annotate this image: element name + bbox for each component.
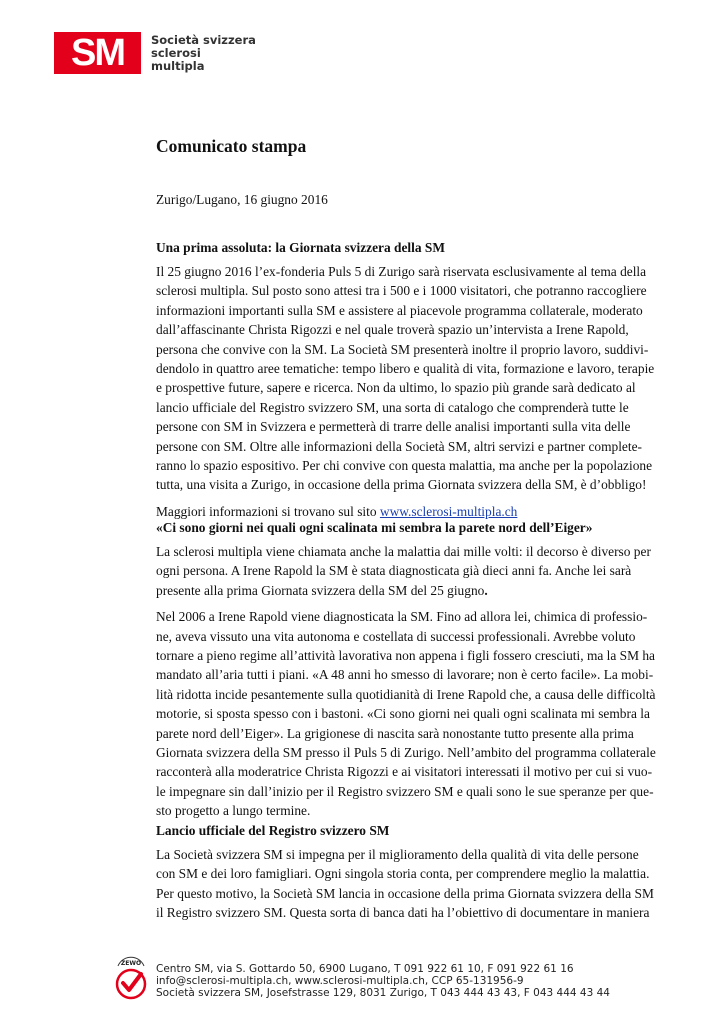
text-line: ogni persona. A Irene Rapold la SM è stata diagnosticata già dieci anni fa. Anche lei sarà xyxy=(156,563,632,579)
text-line: racconterà alla moderatrice Christa Rigozzi e ai visitatori interessati il motivo per cui si vuo- xyxy=(156,764,653,780)
text-line: lità ridotta incide pesantemente sulla quotidianità di Irene Rapold che, a causa delle difficoltà xyxy=(156,686,656,702)
text-line: Giornata svizzera della SM presso il Puls 5 di Zurigo. Nell’ambito del programma collaterale xyxy=(156,745,656,761)
zewo-seal-icon xyxy=(114,956,148,1002)
paragraph xyxy=(156,542,654,600)
logo-text xyxy=(151,34,256,73)
text-line: presente alla prima Giornata svizzera della SM del 25 giugno. xyxy=(156,582,488,598)
text-line: dendolo in quattro aree tematiche: tempo libero e qualità di vita, formazione e lavoro, terapie xyxy=(156,361,655,377)
section-intervista xyxy=(156,518,654,821)
text-line: dall’affascinante Christa Rigozzi e nel quale troverà spazio un’intervista a Irene Rapold, xyxy=(156,322,629,338)
text-line: e prospettive future, sapere e ricerca. Non da ultimo, lo spazio più grande sarà dedicato al xyxy=(156,380,636,396)
text-line: informazioni importanti sulla SM e assistere al piacevole programma collaterale, moderato xyxy=(156,302,643,318)
zewo-badge-text: ZEWO xyxy=(120,960,142,967)
website-link[interactable]: www.sclerosi-multipla.ch xyxy=(379,503,518,519)
text-line: le impegnare sin dall’inizio per il Registro svizzero SM e quali sono le sue speranze per que- xyxy=(156,783,654,799)
section-heading: Lancio ufficiale del Registro svizzero SM xyxy=(156,823,390,838)
text-line: con SM e dei loro famigliari. Ogni singola storia conta, per comprendere meglio la malattia. xyxy=(156,866,650,882)
text-line: sto progetto a lungo termine. xyxy=(156,803,311,819)
text-line: parete nord dell’Eiger». La grigionese di nascita sarà nonostante tutto presente alla prima xyxy=(156,725,634,741)
logo-mark: SM xyxy=(54,32,141,74)
footer xyxy=(156,963,610,1000)
paragraph xyxy=(156,262,654,495)
text-line: motorie, si sposta spesso con i bastoni. «Ci sono giorni nei quali ogni scalinata mi sembra la xyxy=(156,706,650,722)
page-title: Comunicato stampa xyxy=(156,136,307,156)
text-line: persone con SM. Oltre alle informazioni della Società SM, altri servizi e partner complete- xyxy=(156,438,642,454)
text-line: Nel 2006 a Irene Rapold viene diagnosticata la SM. Fino ad allora lei, chimica di professio- xyxy=(156,609,648,625)
logo xyxy=(54,32,256,80)
date-line: Zurigo/Lugano, 16 giugno 2016 xyxy=(156,192,328,207)
more-info-text: Maggiori informazioni si trovano sul sito xyxy=(156,503,380,519)
text-line: tornare a pieno regime all’attività lavorativa non appena i figli fossero cresciuti, ma la SM ha xyxy=(156,648,655,664)
paragraph xyxy=(156,845,654,923)
logo-line-1: Società svizzera xyxy=(151,33,256,47)
logo-line-2: sclerosi xyxy=(151,46,201,60)
text-line: ranno lo spazio espositivo. Per chi convive con questa malattia, ma anche per la popolazione xyxy=(156,458,653,474)
text-line: mandato all’aria tutti i piani. «A 48 anni ho smesso di lavorare; non è certo facile». La mobi- xyxy=(156,667,654,683)
text-line: Il 25 giugno 2016 l’ex-fonderia Puls 5 di Zurigo sarà riservata esclusivamente al tema della xyxy=(156,264,647,279)
section-heading: Una prima assoluta: la Giornata svizzera della SM xyxy=(156,240,445,255)
text-line: La Società svizzera SM si impegna per il miglioramento della qualità di vita delle persone xyxy=(156,847,639,862)
section-heading: «Ci sono giorni nei quali ogni scalinata mi sembra la parete nord dell’Eiger» xyxy=(156,520,593,535)
text-line: La sclerosi multipla viene chiamata anche la malattia dai mille volti: il decorso è diverso per xyxy=(156,544,651,559)
text-line: lancio ufficiale del Registro svizzero SM, una sorta di catalogo che comprenderà tutte le xyxy=(156,399,629,415)
text-line: tutta, una visita a Zurigo, in occasione della prima Giornata svizzera della SM, è d’obbligo! xyxy=(156,477,647,493)
text-line: persone con SM in Svizzera e permetterà di trarre delle analisi importanti sulla vita delle xyxy=(156,419,631,435)
text-line: sclerosi multipla. Sul posto sono attesi tra i 500 e i 1000 visitatori, che potranno raccogliere xyxy=(156,283,647,299)
text-line: persona che convive con la SM. La Società SM presenterà inoltre il proprio lavoro, suddivi- xyxy=(156,341,649,357)
text-line: ne, aveva vissuto una vita autonoma e costellata di successi professionali. Avrebbe voluto xyxy=(156,628,636,644)
footer-line-2: info@sclerosi-multipla.ch, www.sclerosi-multipla.ch, CCP 65-131956-9 xyxy=(156,975,524,988)
footer-line-1: Centro SM, via S. Gottardo 50, 6900 Lugano, T 091 922 61 10, F 091 922 61 16 xyxy=(156,963,574,975)
logo-line-3: multipla xyxy=(151,59,205,73)
section-registro xyxy=(156,821,654,923)
text-line: Per questo motivo, la Società SM lancia in occasione della prima Giornata svizzera della SM xyxy=(156,885,654,901)
text-line: il Registro svizzero SM. Questa sorta di banca dati ha l’obiettivo di documentare in maniera xyxy=(156,905,650,921)
footer-line-3: Società svizzera SM, Josefstrasse 129, 8031 Zurigo, T 043 444 43 43, F 043 444 43 44 xyxy=(156,987,610,1000)
paragraph xyxy=(156,607,654,820)
section-giornata xyxy=(156,238,654,521)
